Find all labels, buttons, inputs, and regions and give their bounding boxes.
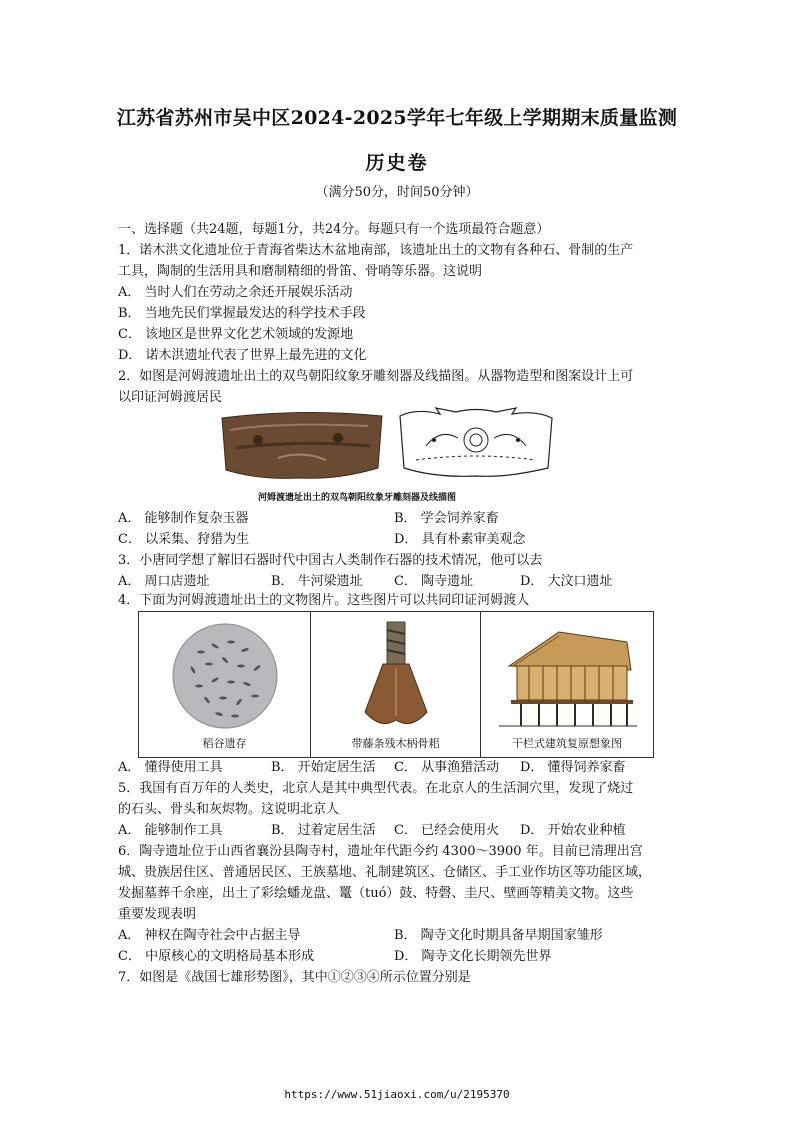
ivory-carving-photo (218, 410, 386, 482)
q1-stem-line1: 1．诺木洪文化遗址位于青海省柴达木盆地南部，该遗址出土的文物有各种石、骨制的生产 (118, 243, 634, 258)
q5-option-d: D． 开始农业种植 (520, 823, 626, 838)
q2-option-a: A． 能够制作复杂玉器 (118, 511, 249, 526)
q7-stem: 7．如图是《战国七雄形势图》，其中①②③④所示位置分别是 (118, 970, 471, 985)
q2-option-b: B． 学会饲养家畜 (394, 511, 499, 526)
q2-figure-caption: 河姆渡遗址出土的双鸟朝阳纹象牙雕刻器及线描图 (258, 493, 457, 503)
bone-spade-image (361, 620, 431, 732)
q3-option-d: D． 大汶口遗址 (520, 574, 613, 589)
q4-stem: 4．下面为河姆渡遗址出土的文物图片。这些图片可以共同印证河姆渡人 (118, 593, 530, 608)
bone-tool-cell (311, 612, 481, 757)
q1-option-c: C． 该地区是世界文化艺术领域的发源地 (118, 327, 354, 342)
q5-stem-line2: 的石头、骨头和灰烬物。这说明北京人 (118, 802, 340, 817)
q3-stem: 3．小唐同学想了解旧石器时代中国古人类制作石器的技术情况，他可以去 (118, 553, 543, 568)
q2-stem-line2: 以印证河姆渡居民 (118, 390, 223, 405)
q4-figure-table (138, 611, 654, 758)
q2-option-d: D． 具有朴素审美观念 (394, 532, 526, 547)
stilt-house-image (499, 626, 637, 730)
q2-stem-line1: 2．如图是河姆渡遗址出土的双鸟朝阳纹象牙雕刻器及线描图。从器物造型和图案设计上可 (118, 369, 634, 384)
q4-option-d: D． 懂得饲养家畜 (520, 760, 626, 775)
rice-cell (139, 612, 311, 757)
q6-option-d: D． 陶寺文化长期领先世界 (394, 949, 552, 964)
exam-title: 江苏省苏州市吴中区2024-2025学年七年级上学期期末质量监测 (116, 107, 678, 129)
q5-stem-line1: 5．我国有百万年的人类史，北京人是其中典型代表。在北京人的生活洞穴里，发现了烧过 (118, 781, 634, 796)
q1-option-d: D． 诺木洪遗址代表了世界上最先进的文化 (118, 348, 367, 363)
rice-caption: 稻谷遗存 (202, 737, 247, 750)
section-heading: 一、选择题（共24题，每题1分，共24分。每题只有一个选项最符合题意） (118, 222, 550, 237)
q1-stem-line2: 工具，陶制的生活用具和磨制精细的骨笛、骨哨等乐器。这说明 (118, 264, 483, 279)
house-cell (481, 612, 653, 757)
q4-option-a: A． 懂得使用工具 (118, 760, 223, 775)
q3-option-b: B． 牛河梁遗址 (271, 574, 363, 589)
exam-subject: 历史卷 (365, 152, 429, 174)
q6-option-a: A． 神权在陶寺社会中占据主导 (118, 928, 301, 943)
exam-info: （满分50分，时间50分钟） (315, 185, 479, 200)
q4-option-b: B． 开始定居生活 (271, 760, 376, 775)
q1-option-b: B． 当地先民们掌握最发达的科学技术手段 (118, 306, 366, 321)
q2-option-c: C． 以采集、狩猎为生 (118, 532, 250, 547)
footer-url[interactable]: https://www.51jiaoxi.com/u/2195370 (284, 1088, 510, 1101)
q3-option-a: A． 周口店遗址 (118, 574, 210, 589)
q3-option-c: C． 陶寺遗址 (394, 574, 474, 589)
ivory-carving-line-drawing (396, 406, 556, 482)
q5-option-b: B． 过着定居生活 (271, 823, 376, 838)
q6-option-b: B． 陶寺文化时期具备早期国家雏形 (394, 928, 603, 943)
rice-remains-image (171, 622, 279, 730)
q5-option-c: C． 已经会使用火 (394, 823, 500, 838)
q6-stem-line2: 城、贵族居住区、普通居民区、王族墓地、礼制建筑区、仓储区、手工业作坊区等功能区域， (118, 865, 652, 880)
q4-option-c: C． 从事渔猎活动 (394, 760, 500, 775)
q6-option-c: C． 中原核心的文明格局基本形成 (118, 949, 315, 964)
bone-tool-caption: 带藤条残木柄骨耜 (351, 737, 440, 750)
q6-stem-line1: 6．陶寺遗址位于山西省襄汾县陶寺村，遗址年代距今约 4300～3900 年。目前已清理出宫 (118, 844, 643, 859)
q1-option-a: A． 当时人们在劳动之余还开展娱乐活动 (118, 285, 353, 300)
q6-stem-line3: 发掘墓葬千余座，出土了彩绘蟠龙盘、鼍（tuó）鼓、特磬、圭尺、壁画等精美文物。这些 (118, 886, 634, 901)
q6-stem-line4: 重要发现表明 (118, 907, 197, 922)
q5-option-a: A． 能够制作工具 (118, 823, 223, 838)
house-caption: 干栏式建筑复原想象图 (512, 737, 622, 750)
